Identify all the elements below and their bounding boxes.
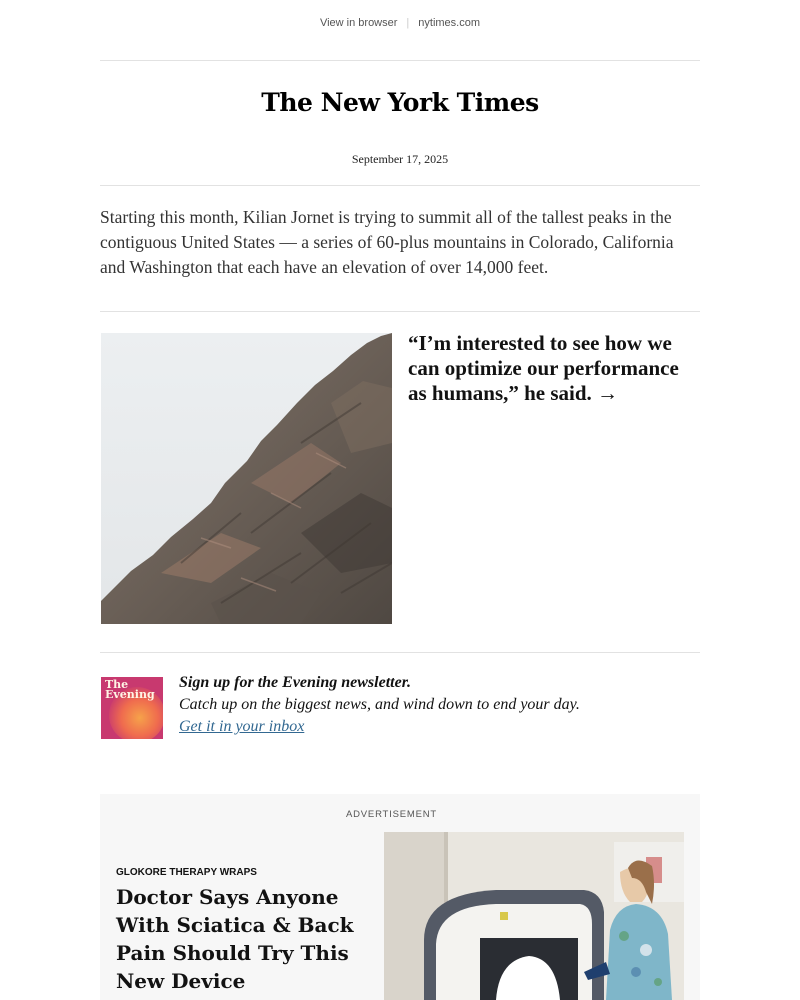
promo-headline: Sign up for the Evening newsletter. (179, 674, 412, 691)
ad-headline[interactable]: Doctor Says Anyone With Sciatica & Back Pain Should Try This New Device (116, 885, 354, 993)
newsletter-promo (179, 672, 699, 738)
view-in-browser-link[interactable]: View in browser (319, 17, 398, 29)
nyt-logo-link[interactable] (261, 88, 539, 117)
feature-quote-link[interactable]: “I’m interested to see how we can optimize our performance as humans,” he said. → (408, 331, 679, 405)
evening-newsletter-thumbnail[interactable] (101, 677, 163, 739)
evening-thumb-text (105, 680, 155, 700)
nytimes-link[interactable]: nytimes.com (418, 17, 481, 29)
divider (100, 60, 700, 61)
masthead (0, 88, 800, 117)
ad-photo (384, 832, 684, 1000)
ad-label: ADVERTISEMENT (346, 809, 437, 820)
separator: | (406, 17, 410, 29)
nyt-logo: The New York Times (261, 88, 539, 117)
feature-image-mountain[interactable] (101, 333, 392, 624)
thumb-text-line2: Evening (105, 688, 155, 701)
mountain-image (101, 333, 392, 624)
divider (100, 652, 700, 653)
ad-brand[interactable]: GLOKORE THERAPY WRAPS (116, 867, 257, 878)
divider (100, 311, 700, 312)
newsletter-date: September 17, 2025 (351, 152, 449, 166)
promo-subtext: Catch up on the biggest news, and wind down to end your day. (179, 696, 580, 713)
top-links (0, 17, 800, 29)
ad-image-medical-device[interactable] (384, 832, 684, 1000)
thumb-text-line1: The (105, 678, 129, 691)
intro-paragraph: Starting this month, Kilian Jornet is trying to summit all of the tallest peaks in the contiguous United States — a series of 60-plus mountains in Colorado, California and Washington that each have an elevation of over 14,000 feet. (100, 207, 674, 277)
get-it-in-inbox-link[interactable]: Get it in your inbox (179, 718, 305, 735)
advertisement (100, 794, 700, 1000)
divider (100, 185, 700, 186)
